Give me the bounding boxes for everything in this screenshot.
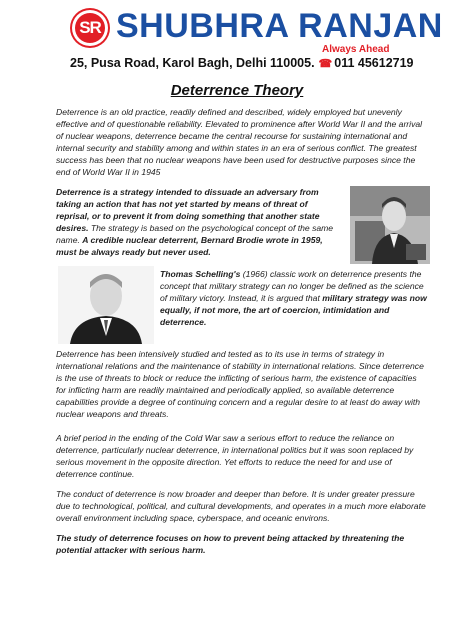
definition-text: The strategy is based on the psychological concept of the same name. (56, 223, 334, 245)
logo-text: SR (79, 18, 101, 37)
phone-icon: ☎ (318, 58, 333, 70)
schelling-bold: military strategy was now equally, if not more, the art of coercion, intimidation and deterrence. (160, 293, 427, 327)
page-title: Deterrence Theory (170, 82, 304, 99)
paragraph-schelling (160, 268, 430, 328)
address-line (70, 56, 414, 70)
bernard-brodie-photo (350, 186, 430, 264)
schelling-text: (1966) classic work on deterrence presents the concept that military strategy can no longer be defined as the science of military victory. Instead, it is argued that (160, 269, 424, 303)
paragraph-study: Deterrence has been intensively studied and tested as to its use in terms of strategy in international relations and the maintenance of stability in international relations. Since deterrence is the use of threats to block or reduce the inflicting of serious harm, the existence of capacities for inflicting harm are readily maintained and periodically applied, so available deterrence capabilities provide a degree of continuing concern and a regular desire to at least do away with nuclear weapons and threats. (56, 349, 424, 419)
header (0, 0, 474, 80)
schelling-name: Thomas Schelling's (160, 269, 241, 279)
definition-bold: Deterrence is a strategy intended to dissuade an adversary from taking an action that has not yet started by means of threat of reprisal, or to prevent it from doing something that another state desires. (56, 187, 320, 233)
logo-icon (72, 10, 108, 46)
paragraph-intro: Deterrence is an old practice, readily defined and described, widely employed but unevenly effective and of questionable reliability. Elevated to prominence after World War II and the arrival of nuclear weapons, deterrence became the central recourse for sustaining international and internal security and stability among and within states in an era of serious conflict. The greatest success has been that no nuclear weapons have been used for destructive purposes since the end of World War II in 1945 (56, 107, 423, 177)
paragraph-conduct: The conduct of deterrence is now broader and deeper than before. It is under greater pressure due to technological, political, and cultural developments, and operates in a much more elaborate overall environment including space, cyberspace, and oceanic environs. (56, 489, 426, 523)
paragraph-conclusion: The study of deterrence focuses on how to prevent being attacked by threatening the potential attacker with serious harm. (56, 533, 405, 555)
phone-number: 011 45612719 (334, 56, 414, 70)
tagline: Always Ahead (322, 44, 390, 55)
brand-name: SHUBHRA RANJAN (116, 7, 443, 45)
thomas-schelling-photo (58, 266, 154, 344)
address-text: 25, Pusa Road, Karol Bagh, Delhi 110005. (70, 56, 315, 70)
paragraph-cold-war: A brief period in the ending of the Cold War saw a serious effort to reduce the reliance on deterrence, particularly nuclear deterrence, in international politics but it was soon replaced by serious movement in the opposite direction. Yet efforts to reduce the need for and use of deterrence continue. (56, 433, 414, 479)
paragraph-definition (56, 186, 338, 258)
brodie-quote: A credible nuclear deterrent, Bernard Brodie wrote in 1959, must be always ready but never used. (56, 235, 323, 257)
